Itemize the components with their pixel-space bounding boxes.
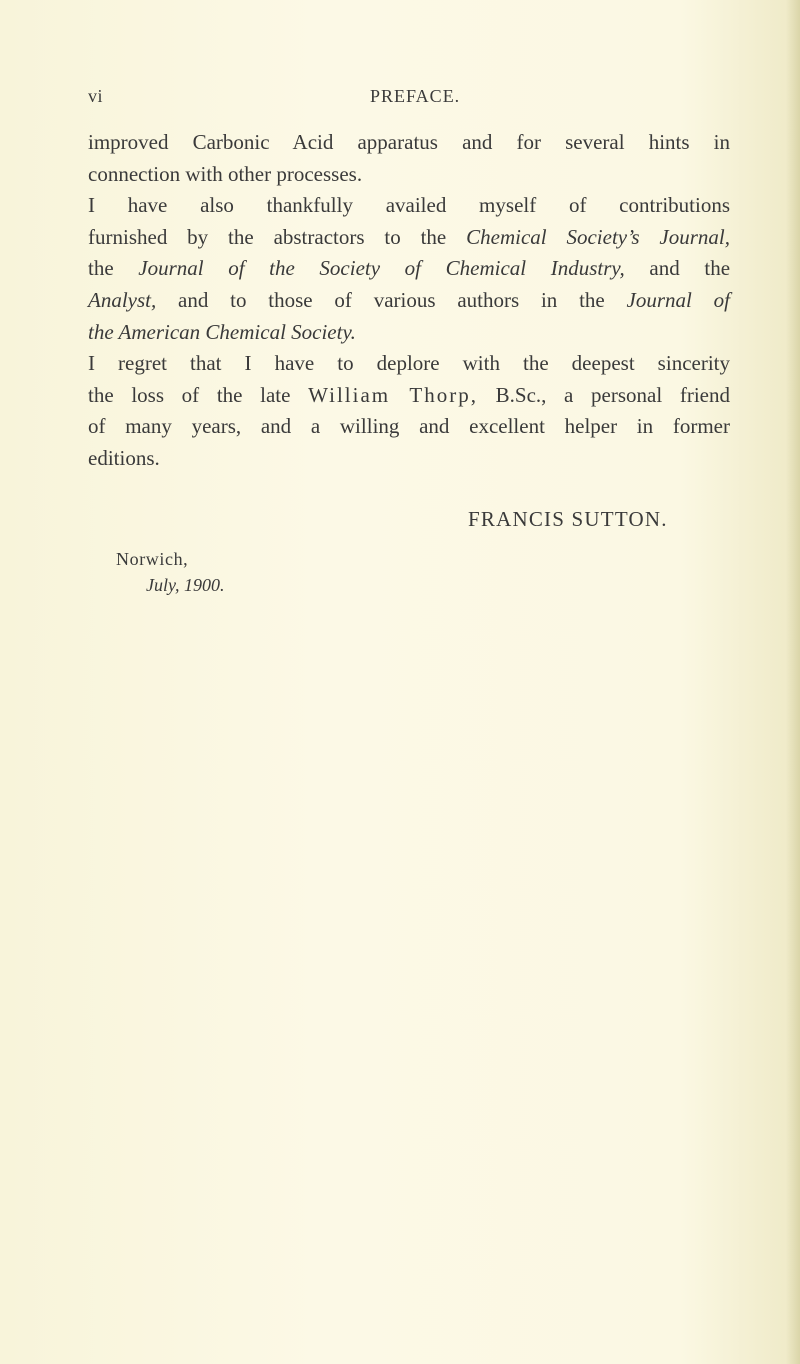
author-signature: FRANCIS SUTTON. (468, 507, 668, 531)
section-title: PREFACE. (370, 86, 461, 106)
text-line (88, 317, 730, 349)
text-line (88, 222, 730, 254)
place-name: Norwich, (116, 549, 189, 569)
person-name: William Thorp, (308, 382, 478, 407)
running-head (88, 86, 728, 112)
text-line: editions. (88, 445, 160, 470)
date-line: July, 1900. (146, 575, 225, 595)
text-line (88, 380, 730, 412)
text-line (88, 190, 730, 222)
text-segment: furnished by the abstractors to the (88, 224, 467, 249)
text-segment: the loss of the late (88, 382, 309, 407)
text-line: I regret that I have to deplore with the deepest sincerity (88, 351, 730, 376)
text-segment: and the (624, 256, 731, 281)
text-line (88, 253, 730, 285)
page-number: vi (88, 86, 104, 106)
text-line: improved Carbonic Acid apparatus and for several hints in (88, 130, 730, 154)
journal-title: Journal of (626, 287, 730, 312)
paragraph-1 (88, 127, 730, 190)
journal-title: the American Chemical Society. (88, 319, 356, 344)
text-segment: and to those of various authors in the (156, 287, 627, 312)
text-segment: B.Sc., a personal friend (477, 382, 730, 407)
paragraph-3 (88, 348, 730, 474)
text-line (88, 285, 730, 317)
text-line: connection with other processes. (88, 161, 363, 186)
journal-title: Journal of the Society of Chemical Industry, (138, 256, 625, 281)
page-edge-shadow (786, 0, 800, 1364)
journal-title: Analyst, (88, 287, 157, 312)
paragraph-2 (88, 190, 730, 348)
text-line: of many years, and a willing and excellent helper in former (88, 414, 730, 439)
journal-title: Chemical Society’s Journal, (466, 224, 731, 249)
text-segment: the (88, 256, 139, 281)
text-segment: I have also thankfully availed myself of contributions (88, 193, 730, 218)
body-text (88, 127, 730, 475)
